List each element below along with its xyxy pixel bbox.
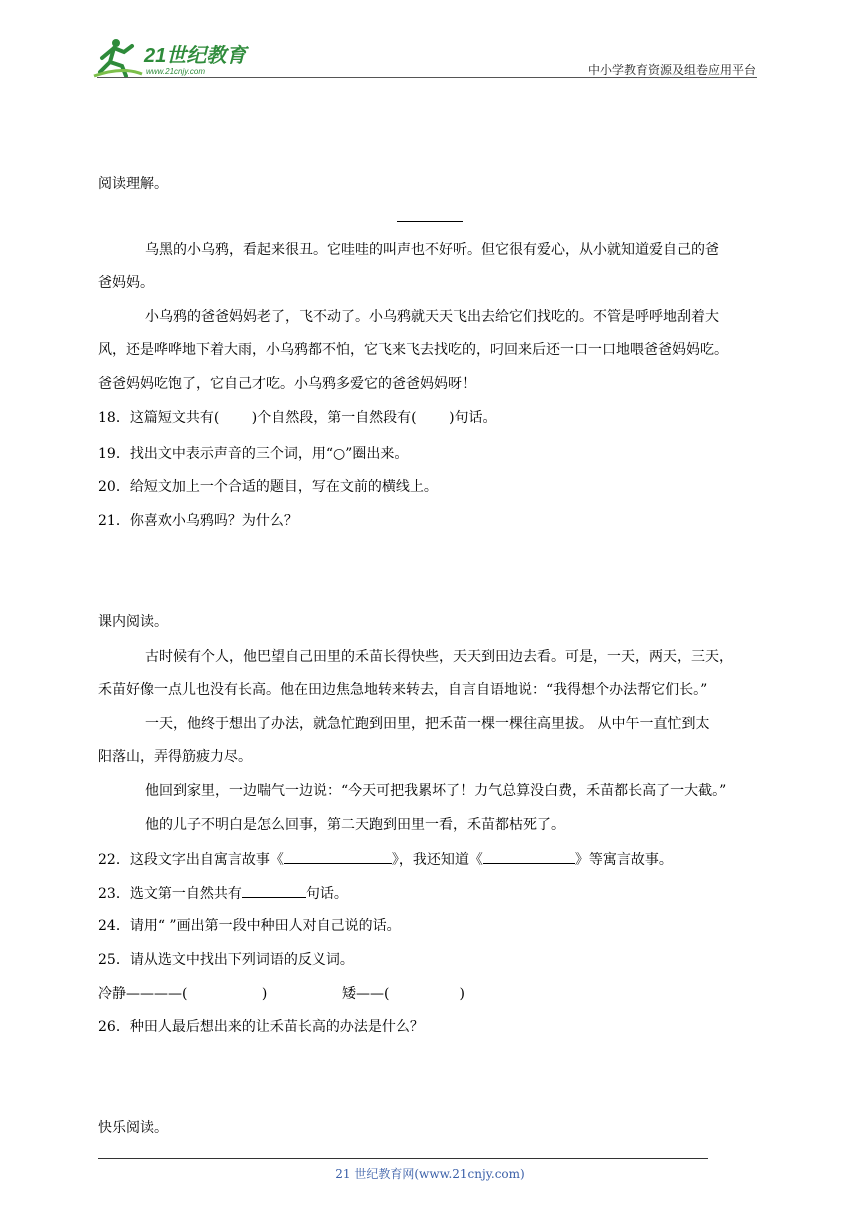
passage-line: 爸妈妈。	[98, 275, 154, 291]
antonym-2: 矮——( )	[342, 986, 465, 1002]
passage-line: 乌黑的小乌鸦，看起来很丑。它哇哇的叫声也不好听。但它很有爱心，从小就知道爱自己的爸	[145, 242, 719, 258]
question-19: 19．找出文中表示声音的三个词，用“○”圈出来。	[98, 446, 409, 462]
question-22: 22．这段文字出自寓言故事《 》，我还知道《 》等寓言故事。	[98, 849, 673, 870]
question-25: 25．请从选文中找出下列词语的反义词。	[98, 952, 354, 968]
runner-icon	[94, 39, 142, 76]
logo-url: www.21cnjy.com	[146, 67, 205, 76]
antonym-1: 冷静————( )	[98, 986, 268, 1002]
answer-blank	[284, 849, 392, 864]
answer-blank	[242, 883, 306, 898]
passage-line: 他回到家里，一边喘气一边说：“今天可把我累坏了！力气总算没白费，禾苗都长高了一大截。”	[145, 783, 727, 799]
passage-line: 他的儿子不明白是怎么回事，第二天跑到田里一看，禾苗都枯死了。	[145, 817, 565, 833]
question-26: 26．种田人最后想出来的让禾苗长高的办法是什么？	[98, 1019, 424, 1035]
question-23: 23．选文第一自然共有 句话。	[98, 883, 348, 904]
question-20: 20．给短文加上一个合适的题目，写在文前的横线上。	[98, 479, 438, 495]
section-heading: 课内阅读。	[98, 614, 168, 630]
title-blank-line	[397, 221, 463, 222]
site-logo	[92, 36, 262, 80]
passage-line: 风，还是哗哗地下着大雨，小乌鸦都不怕，它飞来飞去找吃的，叼回来后还一口一口地喂爸爸妈妈吃。	[98, 342, 728, 358]
logo-text: 21世纪教育	[144, 45, 247, 67]
question-21: 21．你喜欢小乌鸦吗？为什么？	[98, 513, 298, 529]
question-24: 24．请用“ ”画出第一段中种田人对自己说的话。	[98, 918, 401, 934]
passage-line: 禾苗好像一点儿也没有长高。他在田边焦急地转来转去，自言自语地说：“我得想个办法帮它们长。”	[98, 682, 708, 698]
passage-line: 阳落山，弄得筋疲力尽。	[98, 749, 252, 765]
header-divider	[97, 77, 757, 78]
passage-line: 爸爸妈妈吃饱了，它自己才吃。小乌鸦多爱它的爸爸妈妈呀！	[98, 376, 476, 392]
question-18: 18．这篇短文共有( )个自然段，第一自然段有( )句话。	[98, 410, 497, 426]
footer-text: 21 世纪教育网(www.21cnjy.com)	[335, 1167, 525, 1181]
platform-label: 中小学教育资源及组卷应用平台	[587, 63, 756, 77]
section-heading: 快乐阅读。	[98, 1120, 168, 1136]
passage-line: 小乌鸦的爸爸妈妈老了，飞不动了。小乌鸦就天天飞出去给它们找吃的。不管是呼呼地刮着大	[145, 309, 719, 325]
footer-divider	[98, 1158, 708, 1159]
answer-blank	[483, 849, 575, 864]
passage-line: 古时候有个人，他巴望自己田里的禾苗长得快些，天天到田边去看。可是，一天，两天，三天，	[145, 649, 733, 665]
section-heading: 阅读理解。	[98, 176, 168, 192]
passage-line: 一天，他终于想出了办法，就急忙跑到田里，把禾苗一棵一棵往高里拔。 从中午一直忙到太	[145, 716, 710, 732]
